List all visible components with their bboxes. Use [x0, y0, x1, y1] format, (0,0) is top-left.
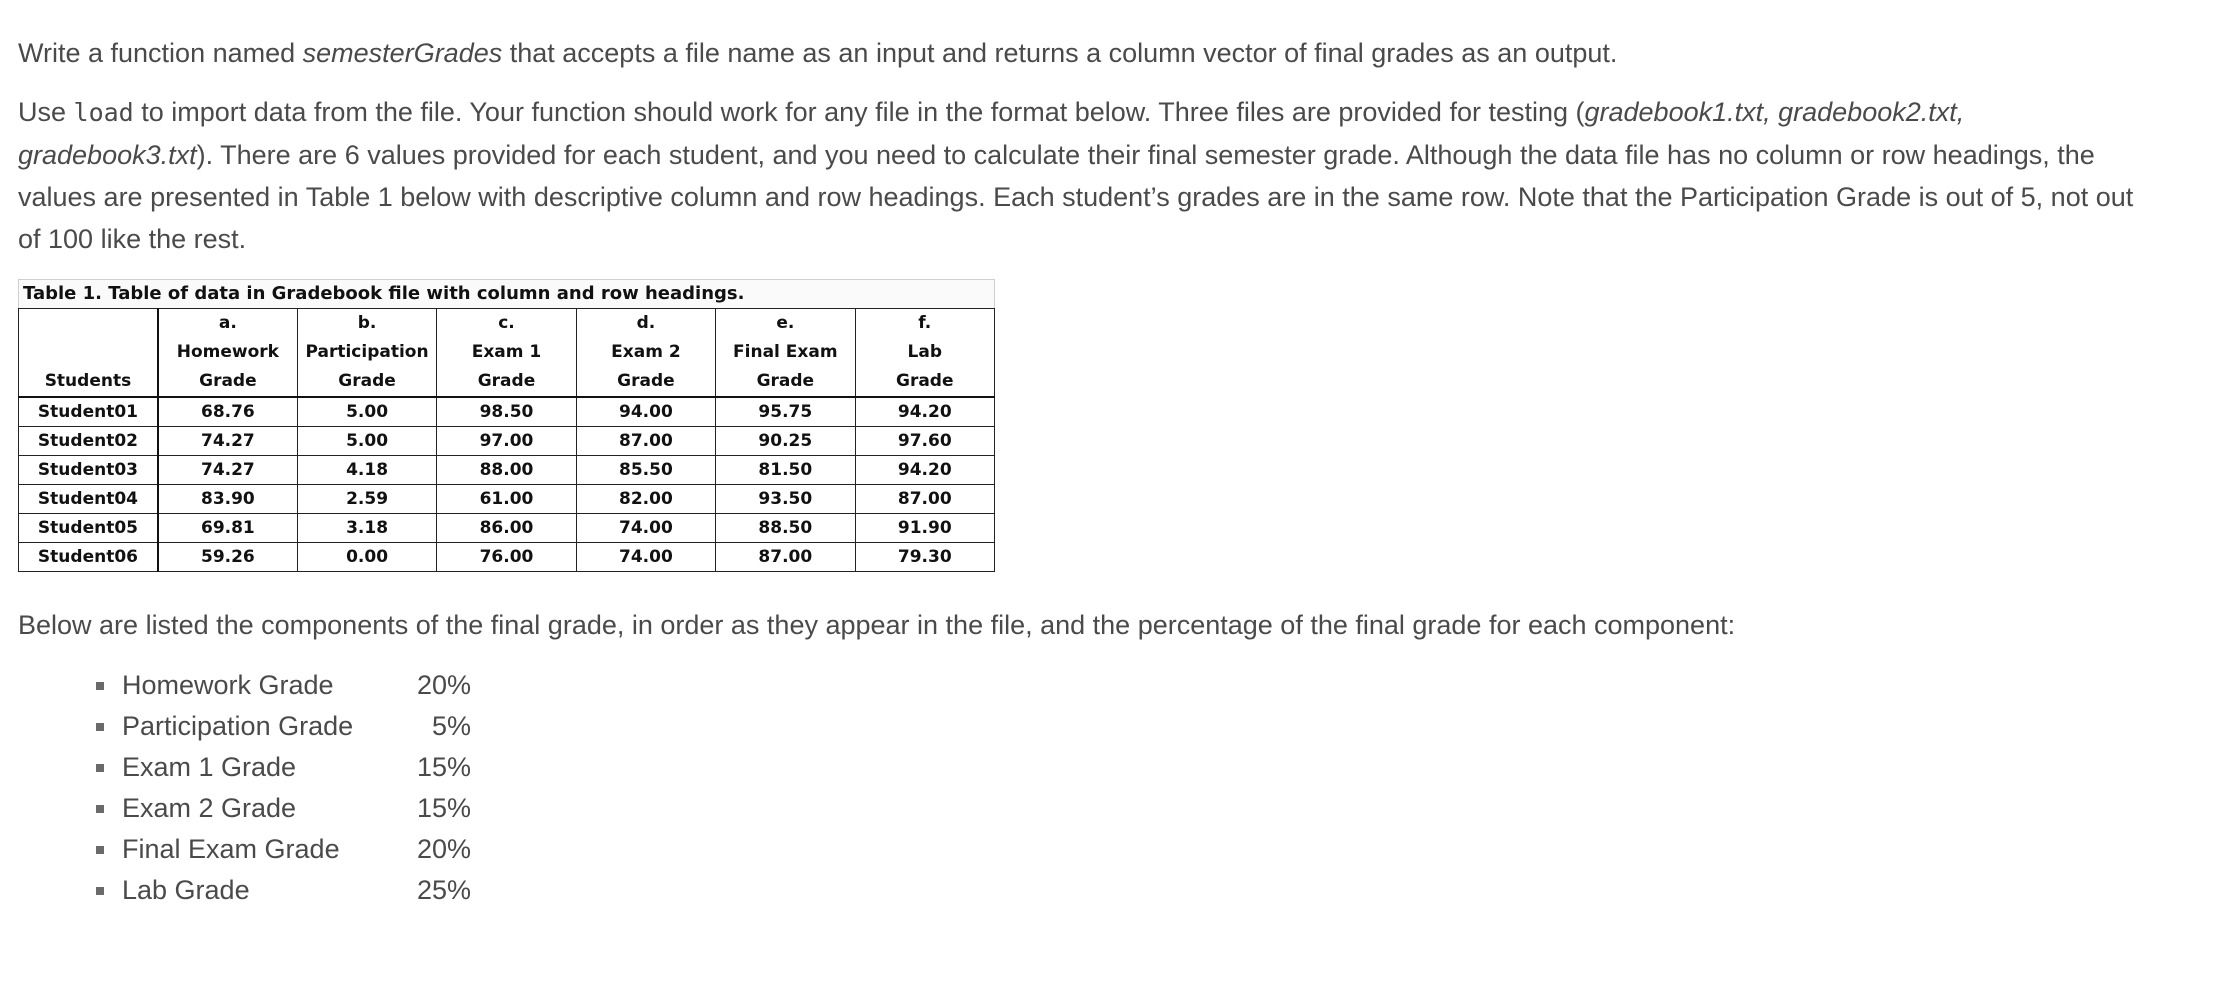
grade-cell: 94.20	[855, 456, 994, 485]
component-name: Final Exam Grade	[122, 834, 340, 864]
grade-cell: 79.30	[855, 543, 994, 572]
column-header-line1: Participation	[305, 342, 429, 362]
student-name-cell: Student02	[19, 427, 158, 456]
table-row	[19, 485, 995, 514]
grade-cell: 97.60	[855, 427, 994, 456]
grade-cell: 88.00	[437, 456, 576, 485]
table-row	[19, 427, 995, 456]
grade-cell: 76.00	[437, 543, 576, 572]
component-percentage: 25%	[416, 875, 471, 905]
instructions-paragraph	[18, 91, 2228, 260]
function-name: semesterGrades	[302, 38, 503, 68]
column-header-line2: Grade	[756, 371, 815, 391]
load-code: load	[73, 98, 134, 127]
square-bullet-icon	[96, 764, 104, 772]
component-name: Exam 2 Grade	[122, 793, 297, 823]
grade-cell: 59.26	[158, 543, 297, 572]
column-header-letter: a.	[218, 313, 237, 333]
column-header-letter: c.	[498, 313, 515, 333]
column-header	[437, 309, 576, 398]
gradebook-table-container	[18, 279, 995, 572]
column-header-letter: b.	[357, 313, 377, 333]
grade-cell: 5.00	[297, 427, 436, 456]
grade-cell: 86.00	[437, 514, 576, 543]
table-body	[19, 397, 995, 572]
grade-cell: 0.00	[297, 543, 436, 572]
instructions-text-2: to import data from the file. Your function should work for any file in the format below. Three files are provided for testing (	[133, 97, 1585, 127]
table-row	[19, 456, 995, 485]
student-name-cell: Student05	[19, 514, 158, 543]
square-bullet-icon	[96, 887, 104, 895]
intro-text: Write a function named	[18, 38, 303, 68]
components-intro: Below are listed the components of the final grade, in order as they appear in the file, and the percentage of the final grade for each component:	[18, 610, 1736, 640]
column-header-line2: Grade	[477, 371, 536, 391]
student-name-cell: Student06	[19, 543, 158, 572]
component-percentage: 20%	[416, 670, 471, 700]
student-name-cell: Student01	[19, 397, 158, 427]
grade-cell: 68.76	[158, 397, 297, 427]
grade-cell: 3.18	[297, 514, 436, 543]
column-header	[19, 309, 158, 398]
student-name-cell: Student04	[19, 485, 158, 514]
column-header-line2: Grade	[896, 371, 954, 391]
test-files-2: gradebook3.txt	[18, 140, 197, 170]
square-bullet-icon	[96, 846, 104, 854]
column-header-line1: Exam 1	[471, 342, 542, 362]
grade-cell: 87.00	[855, 485, 994, 514]
table-caption: Table 1. Table of data in Gradebook file with column and row headings.	[18, 279, 995, 308]
table-row	[19, 543, 995, 572]
column-header-letter: f.	[918, 313, 932, 333]
test-files: gradebook1.txt, gradebook2.txt,	[1584, 97, 1965, 127]
grade-cell: 74.00	[576, 543, 715, 572]
column-header	[576, 309, 715, 398]
grade-cell: 93.50	[716, 485, 855, 514]
grade-cell: 74.00	[576, 514, 715, 543]
component-name: Homework Grade	[122, 670, 334, 700]
gradebook-table	[18, 308, 995, 572]
component-name: Lab Grade	[122, 875, 250, 905]
intro-text-rest: that accepts a file name as an input and returns a column vector of final grades as an output.	[502, 38, 1618, 68]
grade-cell: 91.90	[855, 514, 994, 543]
column-header-line2: Students	[44, 371, 132, 391]
grade-cell: 94.00	[576, 397, 715, 427]
grade-cell: 69.81	[158, 514, 297, 543]
component-percentage: 5%	[431, 711, 471, 741]
column-header-line2: Grade	[617, 371, 675, 391]
column-header-letter: d.	[636, 313, 656, 333]
grade-cell: 87.00	[716, 543, 855, 572]
column-header	[297, 309, 436, 398]
instructions-text-3: ). There are 6 values provided for each student, and you need to calculate their final semester grade. Although the data file has no column or row headings, the	[196, 140, 2095, 170]
grade-cell: 5.00	[297, 397, 436, 427]
column-header-letter	[19, 309, 157, 338]
column-header-line1: Final Exam	[733, 342, 838, 362]
student-name-cell: Student03	[19, 456, 158, 485]
grade-cell: 97.00	[437, 427, 576, 456]
square-bullet-icon	[96, 682, 104, 690]
grade-cell: 90.25	[716, 427, 855, 456]
column-header-line1: Lab	[907, 342, 942, 362]
square-bullet-icon	[96, 723, 104, 731]
instructions-text: Use	[18, 97, 74, 127]
grade-cell: 81.50	[716, 456, 855, 485]
component-percentage: 20%	[416, 834, 471, 864]
component-name: Participation Grade	[122, 711, 354, 741]
grade-cell: 4.18	[297, 456, 436, 485]
grade-cell: 83.90	[158, 485, 297, 514]
column-header	[716, 309, 855, 398]
column-header	[158, 309, 297, 398]
grade-cell: 85.50	[576, 456, 715, 485]
grade-cell: 87.00	[576, 427, 715, 456]
column-header-letter: e.	[776, 313, 795, 333]
grade-cell: 94.20	[855, 397, 994, 427]
grade-cell: 2.59	[297, 485, 436, 514]
grade-cell: 74.27	[158, 456, 297, 485]
table-row	[19, 397, 995, 427]
column-header-line1: Exam 2	[611, 342, 681, 362]
table-header-row	[19, 309, 995, 398]
instructions-text-5: of 100 like the rest.	[18, 224, 247, 254]
column-header-line1	[19, 338, 157, 367]
instructions-text-4: values are presented in Table 1 below with descriptive column and row headings. Each student’s grades are in the same row. Note that the Participation Grade is out of 5, not out	[18, 182, 2134, 212]
column-header-line2: Grade	[338, 371, 396, 391]
grade-cell: 88.50	[716, 514, 855, 543]
grade-cell: 61.00	[437, 485, 576, 514]
column-header-line2: Grade	[199, 371, 257, 391]
grade-cell: 82.00	[576, 485, 715, 514]
component-name: Exam 1 Grade	[122, 752, 297, 782]
square-bullet-icon	[96, 805, 104, 813]
grade-cell: 95.75	[716, 397, 855, 427]
column-header-line1: Homework	[176, 342, 279, 362]
table-row	[19, 514, 995, 543]
grade-cell: 98.50	[437, 397, 576, 427]
component-percentage: 15%	[416, 793, 471, 823]
component-percentage: 15%	[416, 752, 471, 782]
grade-cell: 74.27	[158, 427, 297, 456]
column-header	[855, 309, 994, 398]
intro-paragraph	[18, 32, 1617, 74]
